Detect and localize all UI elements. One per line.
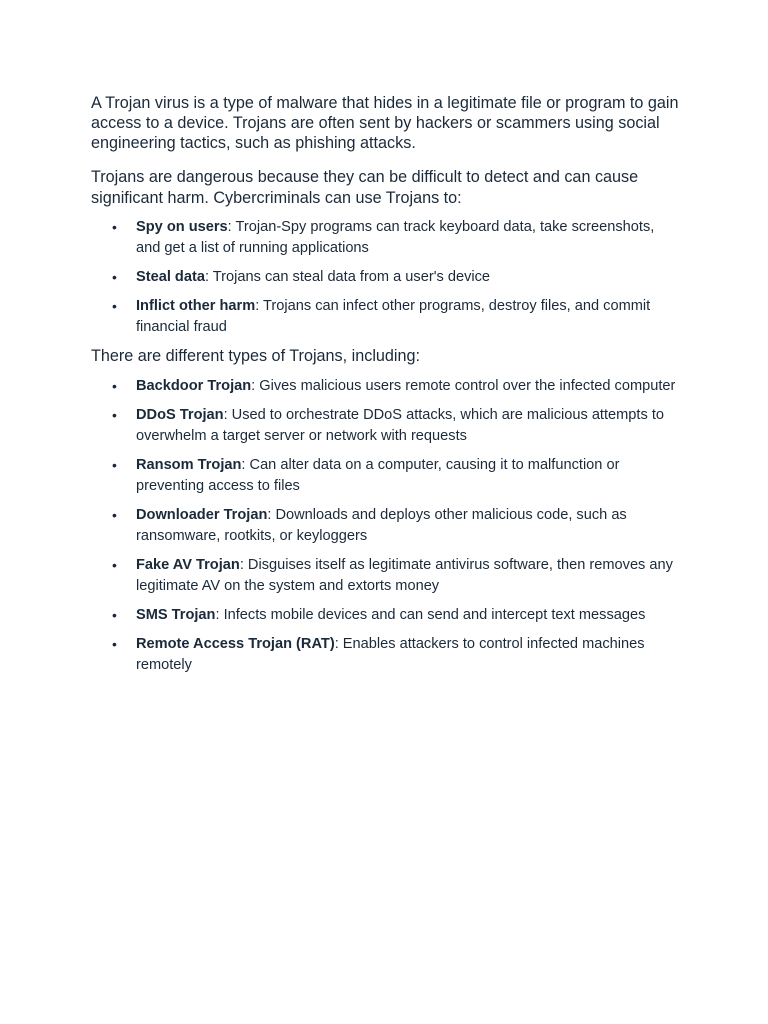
list-item-desc: : Infects mobile devices and can send and intercept text messages: [215, 607, 646, 623]
list-item: [91, 405, 681, 447]
list-item-desc: : Can alter data on a computer, causing it to malfunction or preventing access to files: [136, 457, 620, 494]
list-item-term: Spy on users: [136, 219, 228, 235]
list-item-term: Backdoor Trojan: [136, 378, 252, 394]
list-item-desc: : Gives malicious users remote control over the infected computer: [251, 378, 676, 394]
list-item: [91, 455, 681, 497]
list-item: [91, 217, 681, 259]
bullet-icon: •: [112, 457, 117, 473]
uses-list: [91, 217, 691, 338]
list-item: [91, 634, 681, 676]
bullet-icon: •: [112, 298, 117, 314]
list-item-desc: : Disguises itself as legitimate antivirus software, then removes any legitimate AV on the system and extorts money: [136, 557, 673, 594]
list-item-desc: : Used to orchestrate DDoS attacks, which are malicious attempts to overwhelm a target server or network with requests: [136, 407, 665, 444]
list-item-desc: : Downloads and deploys other malicious code, such as ransomware, rootkits, or keyloggers: [136, 507, 627, 544]
list-item-term: Ransom Trojan: [136, 457, 242, 473]
list-item-term: Remote Access Trojan (RAT): [136, 636, 335, 652]
types-list: [91, 376, 691, 676]
list-item-term: Fake AV Trojan: [136, 557, 240, 573]
list-item-desc: : Trojans can infect other programs, destroy files, and commit financial fraud: [136, 298, 651, 335]
list-item-term: DDoS Trojan: [136, 407, 224, 423]
bullet-icon: •: [112, 507, 117, 523]
list-item-desc: : Trojans can steal data from a user's device: [204, 269, 491, 285]
list-item: [91, 555, 681, 597]
document-page: [91, 93, 691, 684]
bullet-icon: •: [112, 269, 117, 285]
list-item: [91, 605, 681, 626]
bullet-icon: •: [112, 607, 117, 623]
bullet-icon: •: [112, 219, 117, 235]
list-item: [91, 505, 681, 547]
list-item-term: Inflict other harm: [136, 298, 256, 314]
list-item-desc: : Trojan-Spy programs can track keyboard data, take screenshots, and get a list of running applications: [136, 219, 655, 256]
list-item-term: SMS Trojan: [136, 607, 216, 623]
types-intro-paragraph: There are different types of Trojans, including:: [91, 347, 421, 365]
list-item-desc: : Enables attackers to control infected machines remotely: [136, 636, 645, 673]
bullet-icon: •: [112, 557, 117, 573]
list-item-term: Steal data: [136, 269, 205, 285]
bullet-icon: •: [112, 636, 117, 652]
list-item: [91, 376, 681, 397]
bullet-icon: •: [112, 407, 117, 423]
dangers-paragraph: Trojans are dangerous because they can be difficult to detect and can cause significant harm. Cybercriminals can use Trojans to:: [91, 168, 639, 207]
bullet-icon: •: [112, 378, 117, 394]
list-item: [91, 267, 681, 288]
list-item: [91, 296, 681, 338]
intro-paragraph: A Trojan virus is a type of malware that hides in a legitimate file or program to gain access to a device. Trojans are often sent by hackers or scammers using social engineering tactics, such as phishing attacks.: [91, 94, 679, 152]
list-item-term: Downloader Trojan: [136, 507, 268, 523]
